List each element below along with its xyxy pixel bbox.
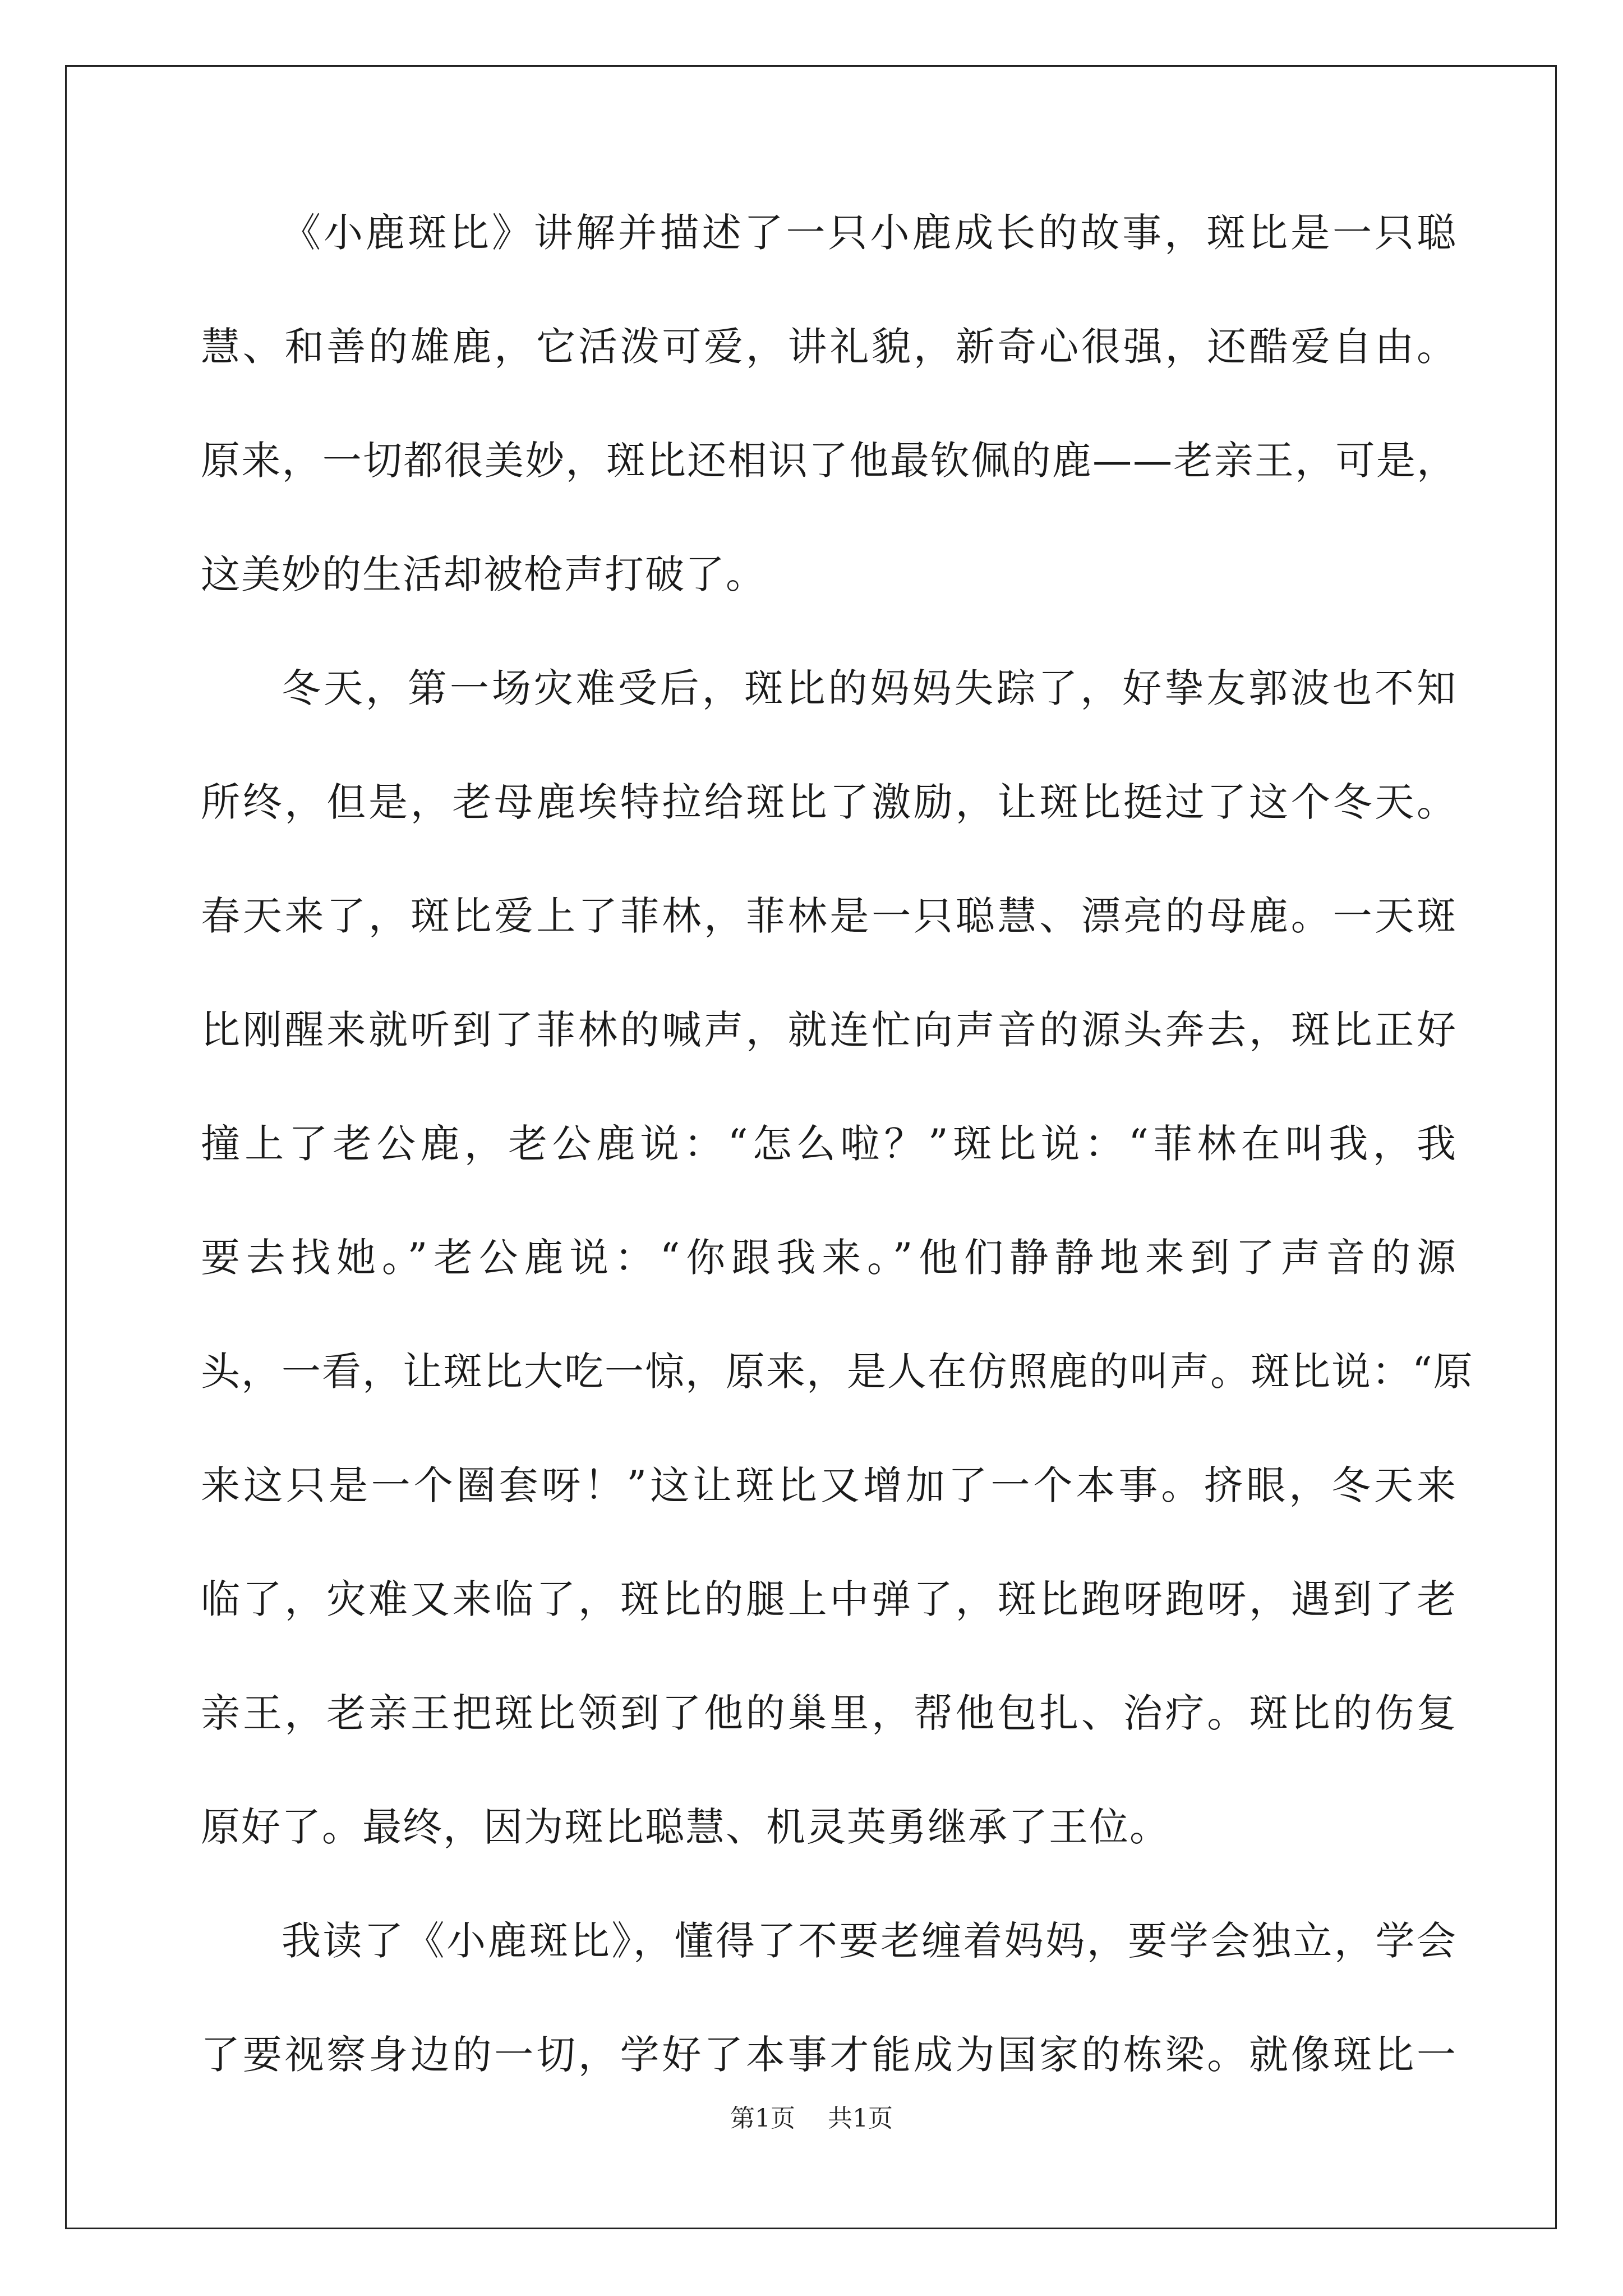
- document-body: [201, 210, 1474, 2149]
- paragraph-2-line-3: 春天来了，斑比爱上了菲林，菲林是一只聪慧、漂亮的母鹿。一天斑: [201, 893, 1457, 939]
- paragraph-1-line-3: 原来，一切都很美妙，斑比还相识了他最钦佩的鹿——老亲王，可是，: [201, 438, 1457, 484]
- page-footer: [0, 2106, 1623, 2131]
- paragraph-2-line-4: 比刚醒来就听到了菲林的喊声，就连忙向声音的源头奔去，斑比正好: [201, 1007, 1457, 1053]
- paragraph-2-line-10: 亲王，老亲王把斑比领到了他的巢里，帮他包扎、治疗。斑比的伤复: [201, 1690, 1457, 1736]
- paragraph-2-line-1: 冬天，第一场灾难受后，斑比的妈妈失踪了，好挚友郭波也不知: [282, 665, 1457, 711]
- paragraph-2-line-5: 撞上了老公鹿，老公鹿说：“怎么啦？”斑比说：“菲林在叫我，我: [201, 1121, 1457, 1167]
- paragraph-2-line-6: 要去找她。”老公鹿说：“你跟我来。”他们静静地来到了声音的源: [201, 1235, 1457, 1281]
- page-number-total: 共1页: [828, 2104, 893, 2133]
- paragraph-2-line-11: 原好了。最终，因为斑比聪慧、机灵英勇继承了王位。: [201, 1804, 1170, 1850]
- paragraph-2-line-8: 来这只是一个圈套呀！”这让斑比又增加了一个本事。挤眼，冬天来: [201, 1462, 1457, 1508]
- paragraph-3-line-2: 了要视察身边的一切，学好了本事才能成为国家的栋梁。就像斑比一: [201, 2032, 1457, 2078]
- page-number-current: 第1页: [730, 2104, 795, 2133]
- paragraph-2-line-9: 临了，灾难又来临了，斑比的腿上中弹了，斑比跑呀跑呀，遇到了老: [201, 1576, 1457, 1622]
- paragraph-2-line-2: 所终，但是，老母鹿埃特拉给斑比了激励，让斑比挺过了这个冬天。: [201, 779, 1457, 825]
- paragraph-2-line-7: 头，一看，让斑比大吃一惊，原来，是人在仿照鹿的叫声。斑比说：“原: [201, 1349, 1474, 1395]
- paragraph-3-line-1: 我读了《小鹿斑比》，懂得了不要老缠着妈妈，要学会独立，学会: [282, 1918, 1457, 1964]
- paragraph-1-line-2: 慧、和善的雄鹿，它活泼可爱，讲礼貌，新奇心很强，还酷爱自由。: [201, 324, 1457, 370]
- paragraph-1-line-1: 《小鹿斑比》讲解并描述了一只小鹿成长的故事，斑比是一只聪: [282, 210, 1457, 256]
- paragraph-1-line-4: 这美妙的生活却被枪声打破了。: [201, 551, 766, 597]
